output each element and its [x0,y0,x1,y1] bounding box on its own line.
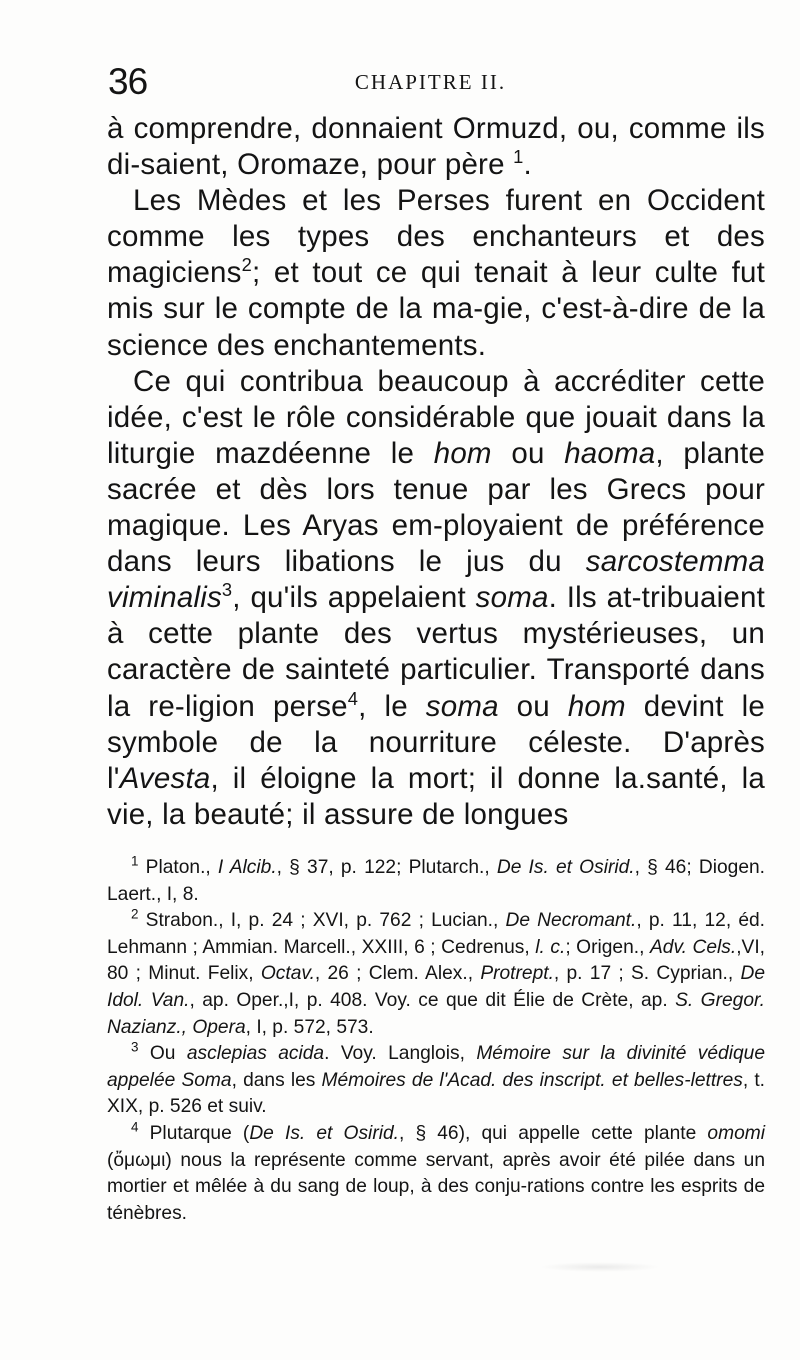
footnotes [107,855,765,1227]
text-run: ; Origen., [565,936,650,958]
text-run: , le [358,689,426,723]
citation-title: Protrept. [480,963,554,985]
text-run: Les Mèdes et les Perses furent en Occident comme les types des enchanteurs et des magiciens [107,184,765,290]
citation-title: De Is. et Osirid. [249,1122,399,1144]
text-run: , plante sacrée et dès lors tenue par les Grecs pour magique. Les Aryas em-ployaient de préférence dans leurs libations le jus du [107,436,765,579]
term-hom: hom [567,689,626,723]
footnote-1 [107,855,765,908]
greek-word: ὄμωμι [113,1149,166,1171]
text-run: , ap. Oper.,I, p. 408. Voy. ce que dit Élie de Crète, ap. [189,989,676,1011]
text-run: devint le symbole de la nourriture céleste. D'après l' [107,689,765,795]
citation-title: I Alcib. [217,857,277,878]
footnote-3 [107,1041,765,1121]
text-run: , § 37, p. 122; Plutarch., [276,857,497,878]
footnote-mark: 4 [131,1119,139,1135]
footnote-mark: 1 [131,853,139,869]
text-run: , § 46; Diogen. Laert., I, 8. [107,857,765,905]
term-avesta: Avesta [119,761,211,795]
footnote-ref-4: 4 [347,687,359,709]
paragraph-3 [107,364,765,833]
text-run: , p. 17 ; S. Cyprian., [553,963,741,985]
text-run: Platon., [138,857,218,878]
citation-title: De Necromant. [505,910,637,932]
footnote-mark: 2 [131,906,139,922]
term-sarcostemma: sarcostemma viminalis [107,545,765,615]
text-run: Plutarque ( [138,1122,250,1144]
page-number: 36 [108,61,148,102]
text-run: , p. 11, 12, éd. Lehmann ; Ammian. Marcell., XXIII, 6 ; Cedrenus, [107,910,766,958]
citation-title: asclepias acida [186,1043,325,1065]
footnote-ref-1: 1 [513,146,524,168]
text-run: Strabon., I, p. 24 ; XVI, p. 762 ; Lucian., [138,910,506,932]
citation-title: Adv. Cels. [649,936,737,958]
term-soma: soma [425,689,499,723]
text-run: à comprendre, donnaient Ormuzd, ou, comme ils di-saient, Oromaze, pour père [107,112,765,182]
running-head: CHAPITRE II. [354,70,507,94]
term-omomi: omomi [707,1122,765,1144]
text-run: ) nous la représente comme servant, après avoir été pilée dans un mortier et mêlée à du sang de loup, à des conju-rations contre les esprits de ténèbres. [107,1149,765,1224]
text-run: , 26 ; Clem. Alex., [314,963,481,985]
text-run: ,VI, 80 ; Minut. Felix, [107,936,766,985]
text-run: . Voy. Langlois, [324,1043,477,1065]
text-run: , t. XIX, p. 526 et suiv. [107,1069,765,1118]
text-run: ; et tout ce qui tenait à leur culte fut mis sur le compte de la ma-gie, c'est-à-dire de la science des enchantements. [107,256,765,362]
text-run: Ou [138,1043,187,1065]
main-text [107,111,765,833]
text-run: ( [107,1149,114,1171]
text-run: Ce qui contribua beaucoup à accréditer cette idée, c'est le rôle considérable que jouait dans la liturgie mazdéenne le [107,364,765,470]
page-header [108,62,753,106]
citation-title: Mémoire sur la divinité védique appelée Soma [107,1043,766,1091]
citation-title: l. c. [535,936,566,958]
footnote-ref-2: 2 [241,254,252,276]
citation-title: De Idol. Van. [107,963,765,1011]
text-run: , § 46), qui appelle cette plante [398,1122,708,1144]
citation-title: Mémoires de l'Acad. des inscript. et belles-lettres [321,1069,743,1091]
citation-title: S. Gregor. Nazianz., Opera [107,989,766,1038]
term-soma: soma [475,581,549,615]
footnote-2 [107,908,765,1041]
text-run: , dans les [231,1069,322,1091]
citation-title: De Is. et Osirid. [496,857,635,878]
text-run: , il éloigne la mort; il donne la.santé, la vie, la beauté; il assure de longues [107,761,765,831]
text-run: ou [491,436,565,470]
text-run: . Ils at-tribuaient à cette plante des vertus mystérieuses, un caractère de sainteté particulier. Transporté dans la re-ligion perse [107,581,765,723]
scan-smudge [540,1262,660,1272]
text-run: , I, p. 572, 573. [245,1016,374,1038]
paragraph-2 [107,183,765,363]
text-run: ou [498,689,568,723]
text-run: . [523,148,532,182]
term-hom: hom [433,436,492,470]
text-run: , qu'ils appelaient [232,581,476,615]
footnote-4 [107,1121,765,1227]
citation-title: Octav. [260,963,315,985]
footnote-mark: 3 [131,1039,139,1055]
paragraph-1 [107,111,765,183]
footnote-ref-3: 3 [221,579,233,601]
term-haoma: haoma [564,436,656,470]
